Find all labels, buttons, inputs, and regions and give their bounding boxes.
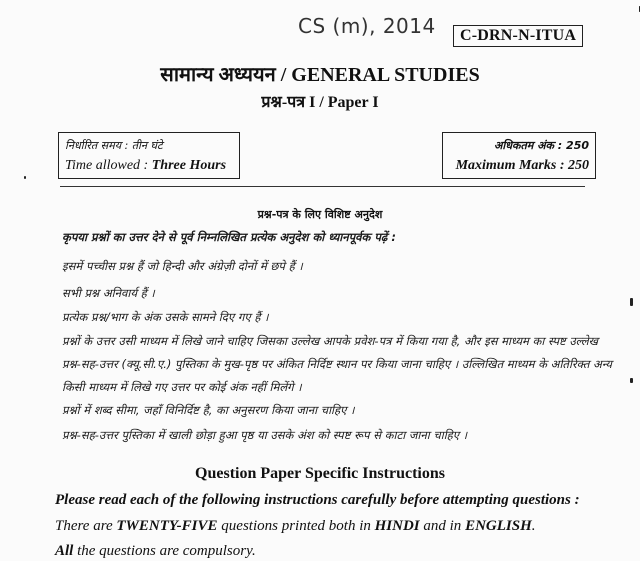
maximum-marks-english: Maximum Marks : 250: [455, 158, 589, 173]
english-instruction-item: [55, 543, 256, 560]
paper-subtitle: प्रश्न-पत्र I / Paper I: [261, 94, 379, 111]
hindi-instruction-item: प्रत्येक प्रश्न/भाग के अंक उसके सामने दिए गए हैं ।: [62, 310, 269, 324]
hindi-instructions-heading: प्रश्न-पत्र के लिए विशिष्ट अनुदेश: [257, 208, 383, 221]
hindi-instruction-item: प्रश्न-सह-उत्तर पुस्तिका में खाली छोड़ा हुआ पृष्ठ या उसके अंश को स्पष्ट रूप से काटा जाना चाहिए ।: [62, 428, 468, 442]
time-allowed-box: [58, 132, 240, 179]
english-instructions-heading: Question Paper Specific Instructions: [195, 465, 445, 482]
maximum-marks-box: [442, 132, 596, 179]
section-divider: [60, 186, 585, 187]
time-allowed-hindi: निर्धारित समय : तीन घंटे: [65, 139, 163, 152]
question-count: TWENTY-FIVE: [116, 518, 218, 534]
text-segment: and in: [419, 518, 466, 534]
scan-speck: [24, 176, 26, 179]
english-instruction-item: [55, 518, 536, 535]
language-hindi: HINDI: [374, 518, 420, 534]
page-title: सामान्य अध्ययन / GENERAL STUDIES: [160, 64, 480, 86]
english-instructions-intro: Please read each of the following instructions carefully before attempting questions :: [55, 492, 580, 508]
scan-speck: [630, 298, 633, 306]
time-allowed-label: Time allowed :: [65, 158, 152, 173]
handwritten-exam-note: CS (m), 2014: [298, 14, 436, 38]
hindi-instruction-item: प्रश्नों में शब्द सीमा, जहाँ विनिर्दिष्ट है, का अनुसरण किया जाना चाहिए ।: [62, 403, 355, 417]
maximum-marks-hindi: अधिकतम अंक : 250: [493, 139, 589, 152]
text-emphasis: All: [55, 543, 74, 559]
hindi-instruction-item: इसमें पच्चीस प्रश्न हैं जो हिन्दी और अंग्रेज़ी दोनों में छपे हैं ।: [62, 259, 303, 273]
language-english: ENGLISH: [465, 518, 532, 534]
hindi-instructions-intro: कृपया प्रश्नों का उत्तर देने से पूर्व निम्नलिखित प्रत्येक अनुदेश को ध्यानपूर्वक पढ़ें :: [62, 230, 397, 244]
text-segment: questions printed both in: [217, 518, 375, 534]
text-segment: There are: [55, 518, 117, 534]
text-segment: the questions are compulsory.: [73, 543, 256, 559]
hindi-instruction-item: सभी प्रश्न अनिवार्य हैं ।: [62, 286, 155, 300]
paper-code-box: C-DRN-N-ITUA: [453, 25, 583, 47]
time-allowed-value: Three Hours: [151, 158, 227, 173]
hindi-instruction-item: प्रश्नों के उत्तर उसी माध्यम में लिखे जाने चाहिए जिसका उल्लेख आपके प्रवेश-पत्र में किया गया है, और इस माध्यम का स्पष्ट उल्लेख प्रश्न-सह-उत्तर (क्यू.सी.ए.) पुस्तिका के मुख-पृष्ठ पर अंकित निर्दिष्ट स्थान पर किया जाना चाहिए । उल्लिखित माध्यम के अतिरिक्त अन्य किसी माध्यम में लिखे गए उत्तर पर कोई अंक नहीं मिलेंगे ।: [62, 334, 612, 394]
text-segment: .: [531, 518, 536, 534]
time-allowed-english: [65, 156, 233, 176]
scan-speck: [630, 378, 633, 383]
